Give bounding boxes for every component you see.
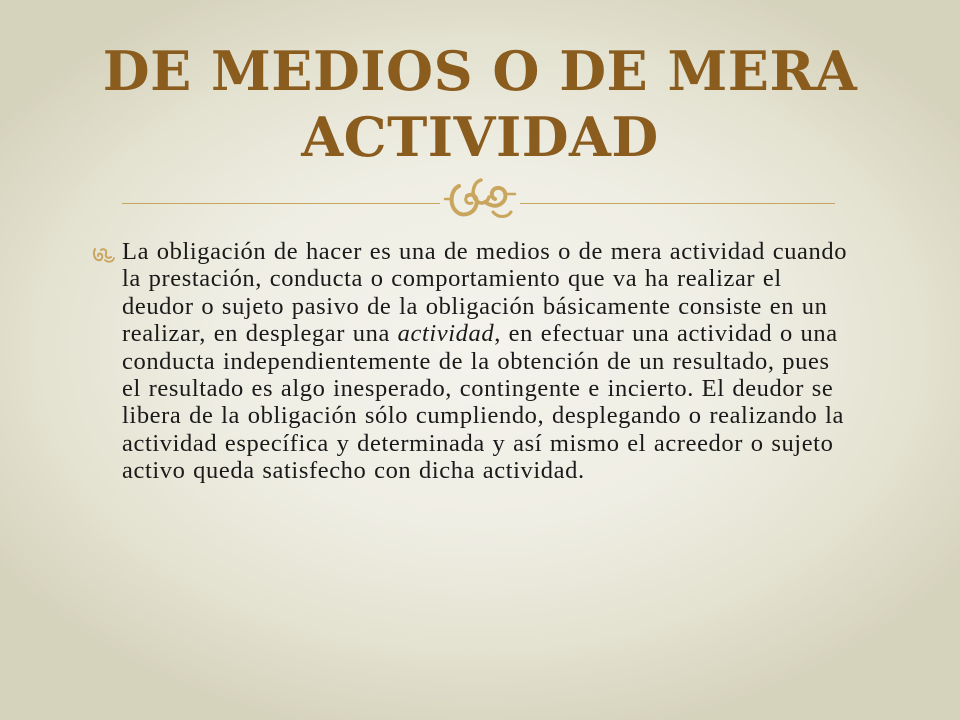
- bullet-text-part1: La obligación de hacer es una de medios o de mera actividad cuando la prestación, conducta o comportamiento que va ha realizar el deudor o sujeto pasivo de la obligación básicamente consiste en un realizar, en desplegar una: [122, 238, 848, 348]
- bullet-text: [122, 238, 852, 485]
- scroll-bullet-icon: [92, 245, 116, 265]
- divider-line-right: [520, 203, 835, 204]
- bullet-text-part2: , en efectuar una actividad o una conducta independientemente de la obtención de un resultado, pues el resultado es algo inesperado, contingente e incierto. El deudor se libera de la obligación sólo cumpliendo, desplegando o realizando la actividad específica y determinada y así mismo el acreedor o sujeto activo queda satisfecho con dicha actividad.: [122, 320, 844, 485]
- bullet-item: [92, 238, 852, 485]
- divider-line-left: [122, 203, 440, 204]
- flourish-ornament-icon: [441, 172, 519, 226]
- bullet-text-emphasis: actividad: [397, 320, 495, 348]
- slide-title: DE MEDIOS O DE MERA ACTIVIDAD: [102, 39, 858, 169]
